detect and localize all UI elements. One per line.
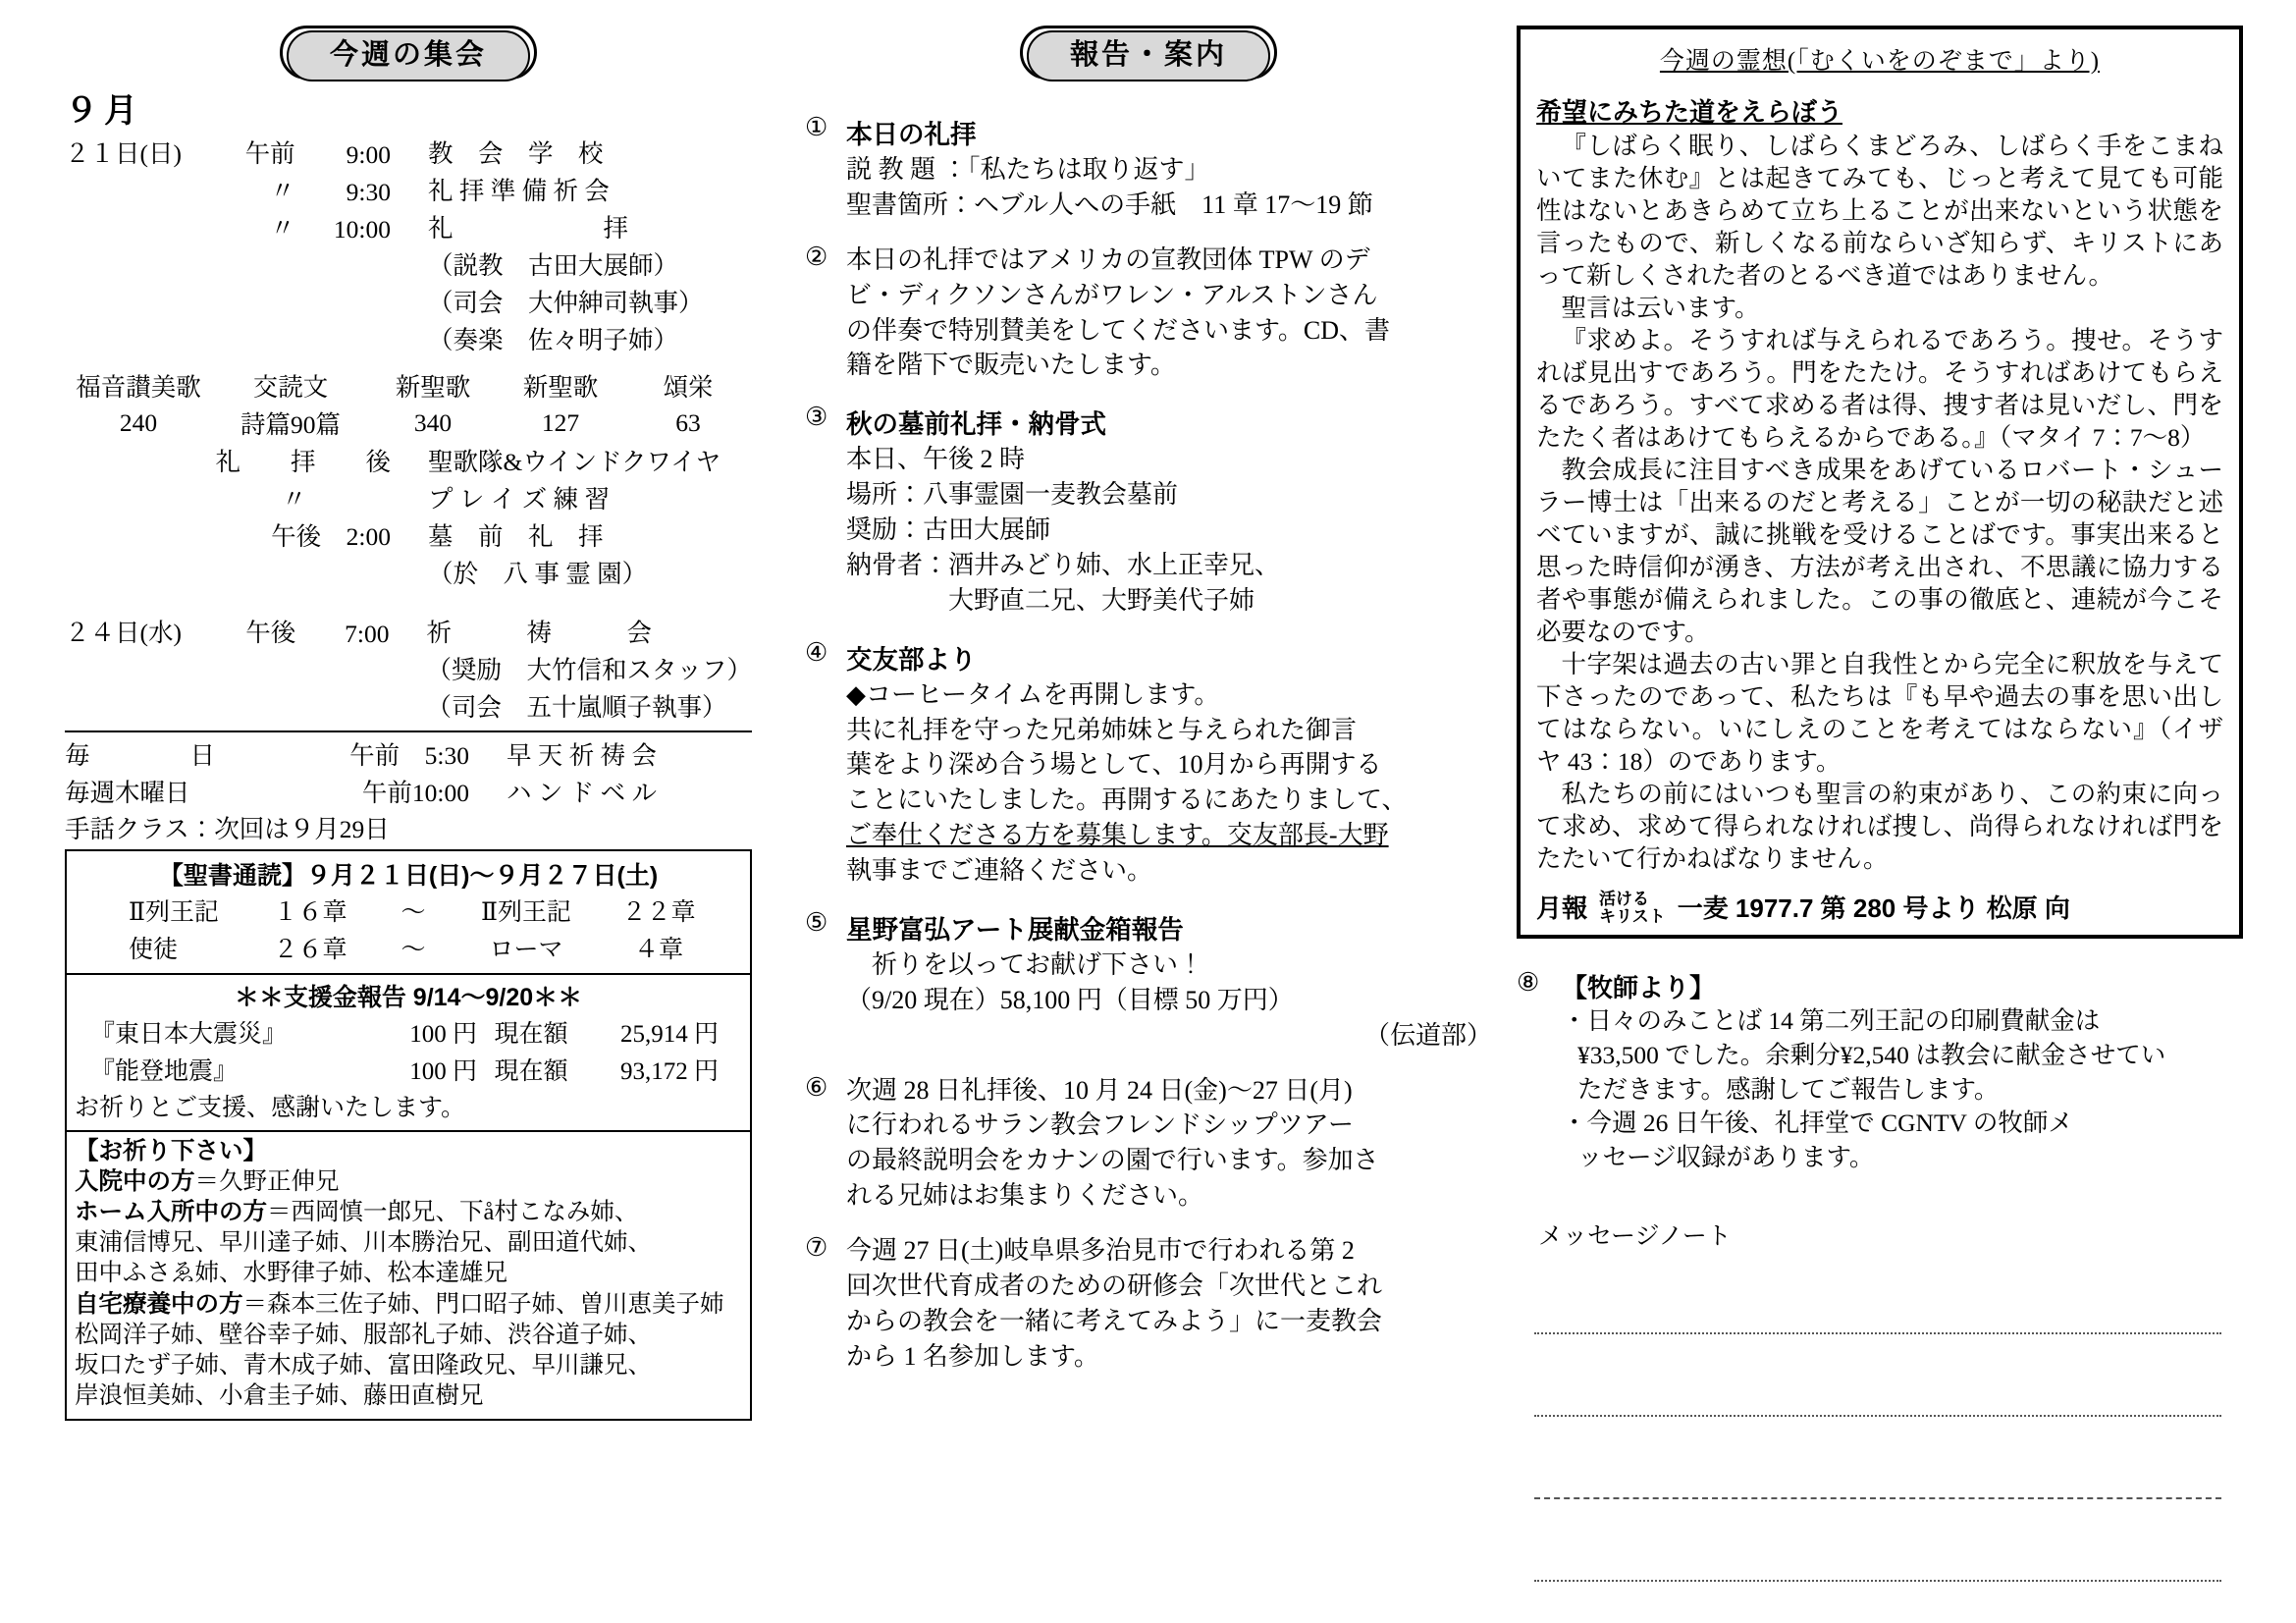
table-row bbox=[65, 320, 752, 357]
prayer-request-box bbox=[65, 1132, 752, 1421]
announcement-line: 聖書箇所：ヘブル人への手紙 11 章 17〜19 節 bbox=[846, 189, 1373, 219]
table-row bbox=[65, 367, 752, 405]
devotional-paragraph: 聖言は云います。 bbox=[1561, 294, 1760, 323]
announcement-line: 葉をより深め合う場として、10月から再開する bbox=[846, 750, 1382, 780]
schedule-time: 9:30 bbox=[346, 178, 391, 206]
hymn-header: 交読文 bbox=[252, 373, 329, 402]
announcement-line: （9/20 現在）58,100 円（目標 50 万円） bbox=[846, 985, 1294, 1014]
schedule-date: ２４日(水) bbox=[65, 619, 182, 647]
announcement-number: ⑤ bbox=[805, 907, 828, 937]
announcement-line: ビ・ディクソンさんがワレン・アルストンさん bbox=[846, 280, 1378, 309]
list-item bbox=[805, 908, 1492, 1054]
devotional-paragraph: 教会成長に注目すべき成果をあげているロバート・シューラー博士は「出来るのだと考える」ことが一切の秘訣だと述べていますが、誠に挑戦を受けることばです。事実出来ると思った時信仰が湧き、方法が考え出され、不思議に協力する者や事態が備えられました。この事の徹底と、連続が今こそ必要なのです。 bbox=[1536, 456, 2223, 647]
announcement-number: ③ bbox=[805, 403, 828, 432]
list-item bbox=[805, 403, 1492, 618]
announcement-heading: 本日の礼拝 bbox=[846, 120, 977, 149]
wednesday-schedule-table bbox=[65, 613, 752, 725]
middle-column bbox=[805, 26, 1492, 1394]
prayer-group-cont: 田中ふさゑ姉、水野律子姉、松本達雄兄 bbox=[75, 1260, 507, 1287]
table-row bbox=[65, 650, 752, 687]
daily-label bbox=[65, 735, 276, 773]
right-column bbox=[1517, 26, 2243, 1582]
prayer-group-names: 西岡慎一郎兄、下å村こなみ姉、 bbox=[291, 1199, 639, 1226]
ruby-bottom: キリスト bbox=[1599, 906, 1666, 926]
pastor-message-line: ¥33,500 でした。余剰分¥2,540 は教会に献金させてい bbox=[1577, 1041, 2166, 1070]
table-row bbox=[99, 892, 718, 929]
announcement-line: 執事までご連絡ください。 bbox=[846, 856, 1153, 885]
hymn-table bbox=[65, 367, 752, 442]
fund-total-label: 現在額 bbox=[494, 1021, 568, 1048]
announcement-line: に行われるサラン教会フレンドシップツアー bbox=[846, 1110, 1355, 1140]
bible-range-tilde: 〜 bbox=[400, 899, 426, 926]
bible-chapter-to: ４章 bbox=[633, 937, 683, 963]
message-note-line[interactable] bbox=[1534, 1334, 2221, 1417]
daily-event bbox=[483, 735, 752, 773]
schedule-event-text: 礼 拝 bbox=[428, 214, 629, 243]
pastor-message-section bbox=[1517, 968, 2243, 1174]
announcement-attribution: （伝道部） bbox=[1363, 1020, 1492, 1050]
prayer-group-names: 久野正伸兄 bbox=[219, 1168, 340, 1196]
announcement-line bbox=[846, 818, 1492, 853]
bible-range-tilde: 〜 bbox=[400, 937, 426, 963]
table-row bbox=[65, 283, 752, 320]
after-service-time: 礼 拝 後 bbox=[215, 448, 391, 476]
devotional-source-rest: 一麦 1977.7 第 280 号より 松原 向 bbox=[1677, 893, 2070, 924]
schedule-ampm: 〃 bbox=[270, 214, 295, 243]
prayer-group-label: 自宅療養中の方 bbox=[75, 1290, 243, 1318]
list-item bbox=[805, 113, 1492, 223]
fund-name: 『東日本大震災』 bbox=[90, 1021, 288, 1048]
prayer-group bbox=[75, 1289, 742, 1320]
message-notes-title: メッセージノート bbox=[1538, 1222, 1732, 1250]
table-row bbox=[65, 613, 752, 650]
weekly-meetings-header bbox=[65, 26, 752, 80]
devotional-paragraph: 十字架は過去の古い罪と自我性とから完全に釈放を与えて下さったのであって、私たちは『も早や過去の事を思い出してはならない。いにしえのことを考えてはならない』（イザヤ 43：18）のであります。 bbox=[1536, 650, 2223, 777]
announcement-number: ⑦ bbox=[805, 1233, 828, 1262]
devotional-source-label: 月報 bbox=[1536, 893, 1588, 924]
hymn-value: 63 bbox=[675, 408, 701, 437]
sign-language-class: 手話クラス：次回は９月29日 bbox=[65, 815, 390, 843]
hymn-value: 240 bbox=[119, 408, 158, 437]
after-service-note: （於 八 事 霊 園） bbox=[428, 560, 648, 588]
list-item bbox=[805, 243, 1492, 384]
schedule-date bbox=[65, 171, 213, 208]
announcement-line: 場所：八事霊園一麦教会墓前 bbox=[846, 480, 1179, 510]
prayer-group bbox=[75, 1166, 742, 1197]
hymn-value: 詩篇90篇 bbox=[240, 410, 341, 439]
announcement-heading: 星野富弘アート展献金箱報告 bbox=[846, 914, 1184, 945]
hymn-header: 福音讃美歌 bbox=[76, 373, 201, 402]
table-row bbox=[65, 687, 752, 725]
announcement-line: 大野直二兄、大野美代子姉 bbox=[846, 585, 1255, 615]
daily-label-text: 毎 日 bbox=[65, 741, 216, 770]
table-row bbox=[75, 1051, 742, 1088]
fund-amount: 100 円 bbox=[409, 1058, 477, 1085]
hymn-header: 新聖歌 bbox=[522, 373, 599, 402]
schedule-credit: （奏楽 佐々明子姉） bbox=[428, 326, 679, 354]
section-divider bbox=[65, 730, 752, 732]
table-row bbox=[65, 554, 752, 591]
announcement-line: ◆コーヒータイムを再開します。 bbox=[846, 679, 1220, 709]
after-service-time: 〃 bbox=[281, 485, 307, 514]
fund-total: 93,172 円 bbox=[619, 1058, 719, 1085]
after-service-event bbox=[402, 516, 752, 554]
table-row bbox=[65, 405, 752, 442]
bible-reading-title: 【聖書通読】９月２１日(日)〜９月２７日(土) bbox=[158, 862, 659, 890]
daily-event-text: ハ ン ド ベ ル bbox=[507, 779, 658, 807]
schedule-credit: （奨励 大竹信和スタッフ） bbox=[426, 656, 752, 684]
announcement-line: から 1 名参加します。 bbox=[846, 1341, 1099, 1371]
bible-book-to: ローマ bbox=[489, 937, 563, 963]
table-row bbox=[65, 134, 752, 171]
announcement-number: ① bbox=[805, 113, 828, 141]
prayer-group-sep: ＝ bbox=[242, 1290, 267, 1318]
devotional-box bbox=[1517, 26, 2243, 939]
devotional-source bbox=[1536, 889, 2223, 925]
pastor-message-line: ・今週 26 日午後、礼拝堂で CGNTV の牧師メ bbox=[1562, 1109, 2073, 1138]
bible-book-from: Ⅱ列王記 bbox=[129, 899, 219, 926]
table-row bbox=[65, 773, 752, 810]
schedule-ampm: 午後 bbox=[245, 619, 296, 647]
announcement-line: 本日、午後 2 時 bbox=[846, 445, 1026, 474]
bible-book-to: Ⅱ列王記 bbox=[481, 899, 571, 926]
after-service-event bbox=[402, 479, 752, 516]
fund-total-label: 現在額 bbox=[494, 1058, 568, 1085]
list-item bbox=[805, 1233, 1492, 1375]
schedule-event bbox=[402, 134, 752, 171]
bible-chapter-from: １６章 bbox=[273, 899, 347, 926]
schedule-ampm: 午前 bbox=[244, 139, 295, 168]
prayer-group-label: ホーム入所中の方 bbox=[75, 1199, 267, 1226]
list-item bbox=[805, 1073, 1492, 1215]
announcement-line: 祈りを以ってお献げ下さい！ bbox=[846, 949, 1204, 979]
schedule-event-text: 祈 祷 会 bbox=[426, 619, 652, 647]
schedule-event bbox=[400, 613, 752, 650]
weekly-meetings-pill-label: 今週の集会 bbox=[287, 30, 530, 81]
bible-book-from: 使徒 bbox=[129, 937, 179, 963]
schedule-credit: （司会 五十嵐順子執事） bbox=[426, 693, 727, 722]
bible-chapter-from: ２６章 bbox=[273, 937, 347, 963]
schedule-time: 10:00 bbox=[333, 215, 391, 243]
announcement-line: 説 教 題 ：「私たちは取り返す」 bbox=[846, 155, 1210, 184]
prayer-group-label: 入院中の方 bbox=[75, 1168, 195, 1196]
announcement-line: 今週 27 日(土)岐阜県多治見市で行われる第 2 bbox=[846, 1236, 1355, 1265]
hymn-value: 340 bbox=[413, 408, 453, 437]
hymn-header: 新聖歌 bbox=[395, 373, 471, 402]
announcement-line: の最終説明会をカナンの園で行います。参加さ bbox=[846, 1146, 1379, 1175]
schedule-credit: （司会 大仲紳司執事） bbox=[428, 289, 704, 317]
daily-event-text: 早 天 祈 祷 会 bbox=[507, 741, 658, 770]
devotional-paragraph: 『しばらく眠り、しばらくまどろみ、しばらく手をこまねいてまた休む』とは起きてみても、じっと考えて見ても可能性はないとあきらめて立ち上ることが出来ないという状態を言ったもので、新しくなる前ならいざ知らず、キリストにあって新しくされた者のとるべき道ではありません。 bbox=[1536, 132, 2223, 291]
announcement-line: れる兄姉はお集まりください。 bbox=[846, 1181, 1204, 1211]
schedule-event bbox=[402, 208, 752, 245]
fund-name: 『能登地震』 bbox=[90, 1058, 239, 1085]
left-column bbox=[65, 26, 752, 1421]
message-note-line[interactable] bbox=[1534, 1499, 2221, 1582]
schedule-time: 9:00 bbox=[346, 140, 391, 169]
table-row bbox=[65, 171, 752, 208]
announcement-line: 次週 28 日礼拝後、10 月 24 日(金)〜27 日(月) bbox=[846, 1075, 1353, 1105]
prayer-group bbox=[75, 1197, 742, 1227]
daily-time: 午前10:00 bbox=[361, 779, 469, 807]
list-item bbox=[805, 638, 1492, 889]
table-row bbox=[65, 516, 752, 554]
after-service-table bbox=[65, 442, 752, 591]
prayer-group-names: 森本三佐子姉、門口昭子姉、曽川恵美子姉 bbox=[267, 1290, 724, 1318]
table-row bbox=[65, 735, 752, 773]
announcements-pill-outer bbox=[1020, 26, 1277, 80]
announcements-pill-label: 報告・案内 bbox=[1027, 30, 1270, 81]
prayer-group-cont: 岸浪恒美姉、小倉圭子姉、藤田直樹兄 bbox=[75, 1381, 484, 1409]
daily-schedule-table bbox=[65, 735, 752, 810]
bible-reading-box bbox=[65, 849, 752, 975]
month-label: ９月 bbox=[65, 92, 143, 130]
table-row bbox=[65, 245, 752, 283]
announcement-line: 籍を階下で販売いたします。 bbox=[846, 351, 1176, 380]
schedule-event-text: 礼 拝 準 備 祈 会 bbox=[428, 177, 610, 205]
message-note-line[interactable] bbox=[1534, 1417, 2221, 1499]
devotional-paragraph: 『求めよ。そうすれば与えられるであろう。捜せ。そうすれば見出すであろう。門をたたけ。そうすればあけてもらえるであろう。すべて求める者は得、捜す者は見いだし、門をたたく者はあけてもらえるからである。』（マタイ 7：7〜8） bbox=[1536, 326, 2223, 453]
pastor-message-heading: 【牧師より】 bbox=[1562, 973, 1716, 1003]
announcement-line: からの教会を一緒に考えてみよう」に一麦教会 bbox=[846, 1306, 1383, 1335]
devotional-heading: 希望にみちた道をえらぼう bbox=[1536, 97, 1843, 127]
prayer-box-title bbox=[75, 1136, 742, 1166]
announcement-line: 納骨者：酒井みどり姉、水上正幸兄、 bbox=[846, 550, 1281, 579]
schedule-date: ２１日(日) bbox=[65, 139, 182, 168]
announcements-header bbox=[805, 26, 1492, 80]
ruby-top: 活ける bbox=[1599, 889, 1650, 908]
announcement-line: の伴奏で特別賛美をしてくださいます。CD、書 bbox=[846, 315, 1391, 345]
fund-report-table bbox=[75, 1013, 742, 1088]
bible-reading-table bbox=[99, 892, 718, 966]
sunday-schedule-table bbox=[65, 134, 752, 357]
fund-amount: 100 円 bbox=[409, 1021, 477, 1048]
hymn-value: 127 bbox=[541, 408, 580, 437]
table-row bbox=[65, 442, 752, 479]
fund-report-box bbox=[65, 973, 752, 1132]
daily-time: 午前 5:30 bbox=[349, 741, 469, 770]
bible-chapter-to: ２２章 bbox=[621, 899, 696, 926]
schedule-credit: （説教 古田大展師） bbox=[428, 251, 679, 280]
daily-event bbox=[483, 773, 752, 810]
fund-report-footer: お祈りとご支援、感謝いたします。 bbox=[75, 1095, 466, 1121]
schedule-ampm: 〃 bbox=[270, 177, 295, 205]
fund-total: 25,914 円 bbox=[619, 1021, 719, 1048]
prayer-group-sep: ＝ bbox=[267, 1199, 292, 1226]
pastor-message-number: ⑧ bbox=[1517, 968, 1540, 998]
prayer-box-title-text: 【お祈り下さい】 bbox=[75, 1138, 267, 1164]
announcement-heading: 交友部より bbox=[846, 644, 977, 675]
pastor-message-line: ・日々のみことば 14 第二列王記の印刷費献金は bbox=[1562, 1006, 2101, 1036]
announcement-line: 本日の礼拝ではアメリカの宣教団体 TPW のデ bbox=[846, 244, 1370, 274]
table-row bbox=[65, 208, 752, 245]
fund-report-title: ＊＊支援金報告 9/14〜9/20＊＊ bbox=[234, 984, 583, 1011]
announcement-line: 奨励：古田大展師 bbox=[846, 515, 1051, 544]
devotional-source-ruby bbox=[1599, 891, 1666, 926]
announcement-list bbox=[805, 113, 1492, 1375]
announcement-number: ⑥ bbox=[805, 1072, 828, 1102]
prayer-group-cont: 東浦信博兄、早川達子姉、川本勝治兄、副田道代姉、 bbox=[75, 1229, 652, 1257]
message-note-line[interactable] bbox=[1534, 1252, 2221, 1334]
prayer-group-sep: ＝ bbox=[194, 1168, 219, 1196]
announcement-line: 回次世代育成者のための研修会「次世代とこれ bbox=[846, 1271, 1383, 1300]
schedule-event bbox=[402, 171, 752, 208]
announcement-number: ② bbox=[805, 242, 828, 271]
hymn-header: 頌栄 bbox=[663, 373, 714, 402]
pastor-message-line: ただきます。感謝してご報告します。 bbox=[1577, 1074, 2000, 1104]
announcement-line: 共に礼拝を守った兄弟姉妹と与えられた御言 bbox=[846, 715, 1358, 744]
prayer-group-cont: 坂口たず子姉、青木成子姉、富田隆政兄、早川謙兄、 bbox=[75, 1351, 652, 1379]
schedule-event-text: 教 会 学 校 bbox=[428, 139, 604, 168]
table-row bbox=[75, 1013, 742, 1051]
prayer-group-cont: 松岡洋子姉、壁谷幸子姉、服部礼子姉、渋谷道子姉、 bbox=[75, 1321, 652, 1348]
table-row bbox=[99, 929, 718, 966]
announcement-heading: 秋の墓前礼拝・納骨式 bbox=[846, 409, 1106, 440]
pastor-message-line: ッセージ収録があります。 bbox=[1577, 1143, 1875, 1172]
announcement-number: ④ bbox=[805, 637, 828, 667]
after-service-event: 聖歌隊&ウインドクワイヤ bbox=[428, 448, 721, 476]
after-service-event-text: プ レ イ ズ 練 習 bbox=[428, 485, 610, 514]
after-service-event-text: 墓 前 礼 拝 bbox=[428, 522, 604, 551]
devotional-title: 今週の霊想(「むくいをのぞまで」より) bbox=[1659, 48, 2101, 75]
after-service-time: 午後 2:00 bbox=[271, 522, 391, 551]
table-row bbox=[65, 479, 752, 516]
devotional-paragraph: 私たちの前にはいつも聖言の約束があり、この約束に向って求め、求めて得られなければ捜し、尚得られなければ門をたたいて行かねばなりません。 bbox=[1536, 780, 2223, 874]
weekly-meetings-pill-outer bbox=[280, 26, 537, 80]
daily-label: 毎週木曜日 bbox=[65, 779, 190, 807]
announcement-line: ことにいたしました。再開するにあたりまして、 bbox=[846, 785, 1408, 815]
schedule-date bbox=[65, 208, 213, 245]
announcement-line-underlined: ご奉仕くださる方を募集します。交友部長-大野 bbox=[846, 821, 1389, 850]
schedule-time: 7:00 bbox=[345, 620, 390, 648]
